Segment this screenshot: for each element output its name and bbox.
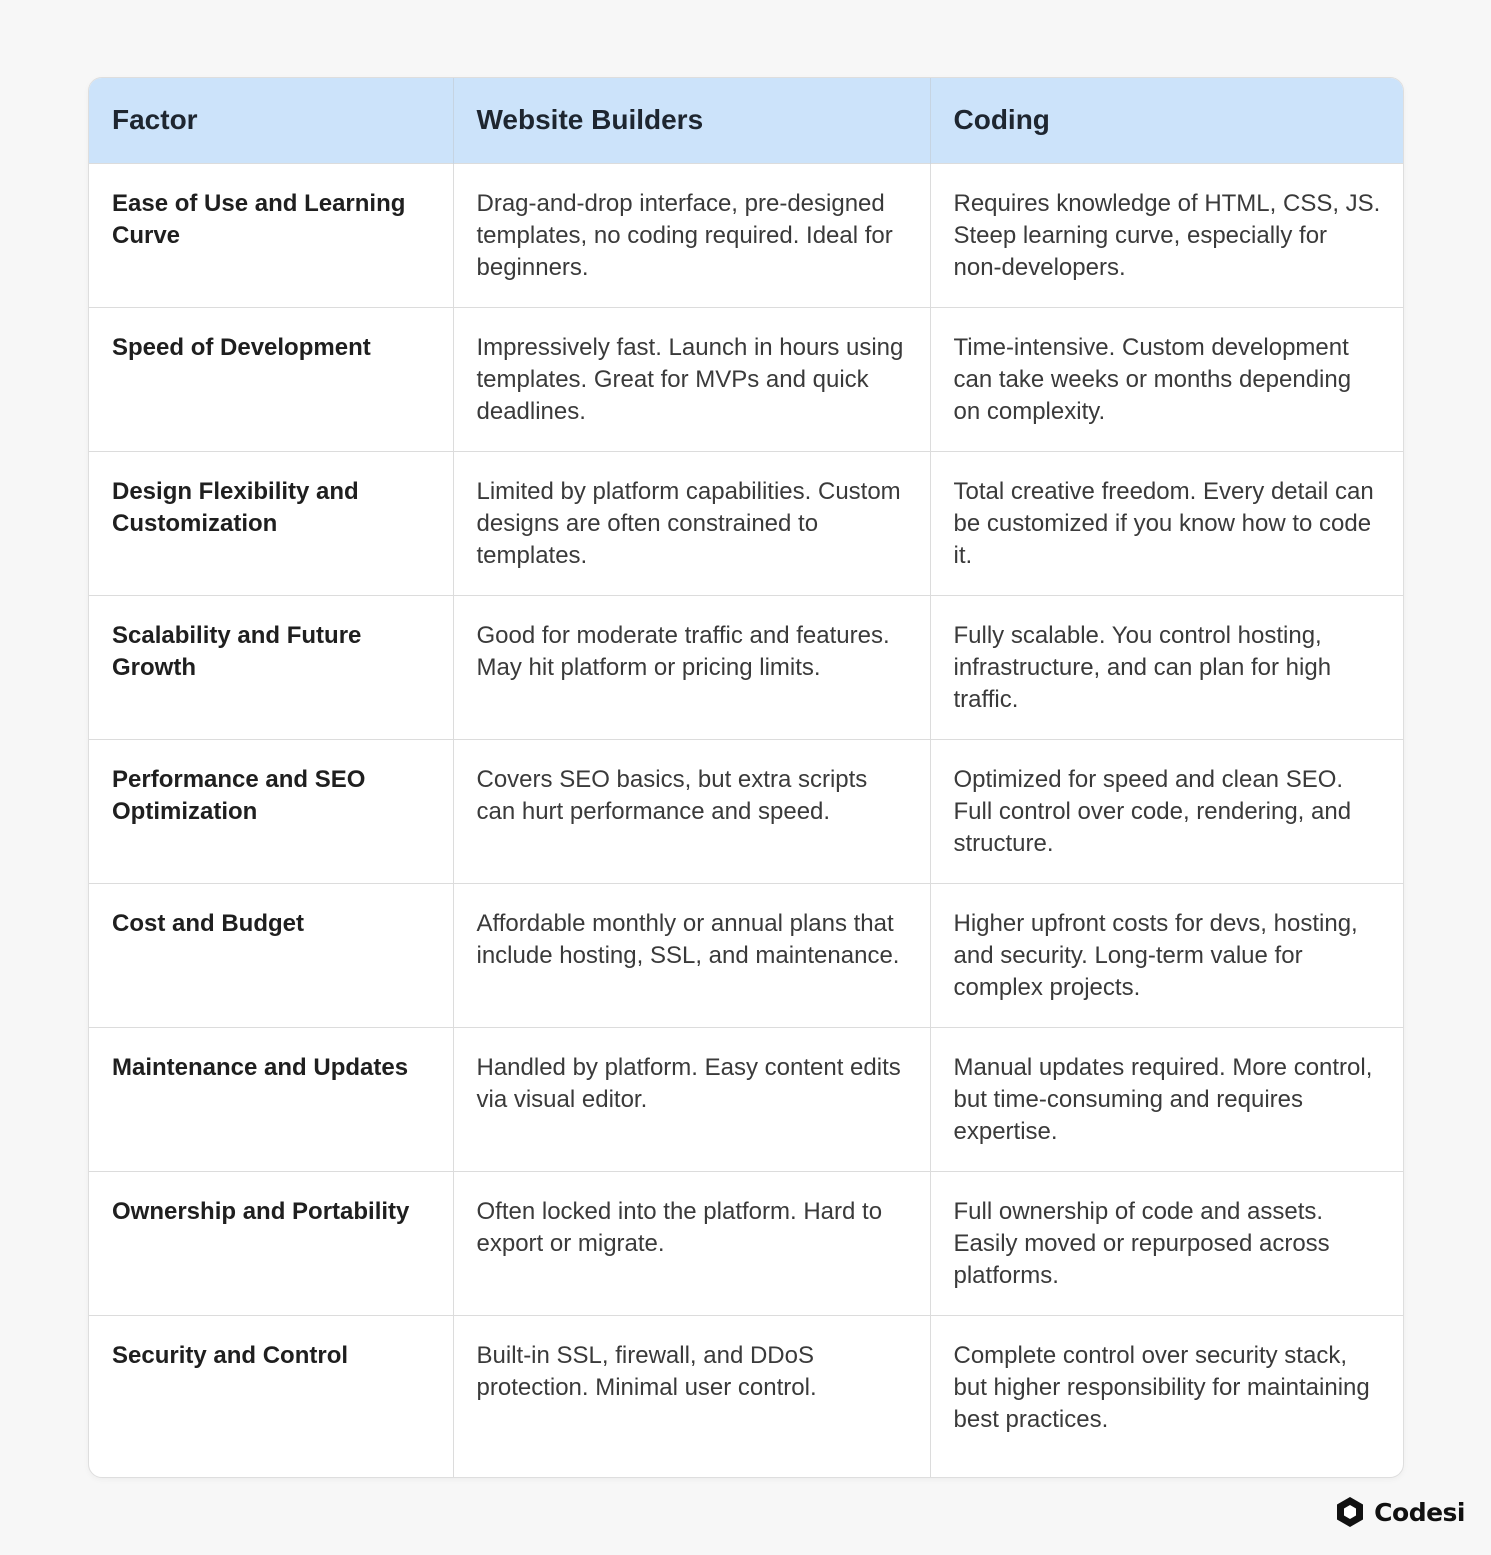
comparison-table-card <box>88 77 1404 1478</box>
coding-cell: Manual updates required. More control, but time-consuming and requires expertise. <box>930 1027 1403 1171</box>
coding-cell: Total creative freedom. Every detail can be customized if you know how to code it. <box>930 451 1403 595</box>
factor-cell: Performance and SEO Optimization <box>89 739 453 883</box>
factor-cell: Scalability and Future Growth <box>89 595 453 739</box>
builders-cell: Often locked into the platform. Hard to export or migrate. <box>453 1171 930 1315</box>
brand-name: Codesi <box>1374 1497 1465 1527</box>
table-row <box>89 739 1403 883</box>
coding-cell: Time-intensive. Custom development can take weeks or months depending on complexity. <box>930 307 1403 451</box>
table-row <box>89 883 1403 1027</box>
factor-cell: Speed of Development <box>89 307 453 451</box>
table-header-row <box>89 78 1403 163</box>
comparison-table <box>89 78 1403 1477</box>
coding-cell: Fully scalable. You control hosting, infrastructure, and can plan for high traffic. <box>930 595 1403 739</box>
header-website-builders: Website Builders <box>453 78 930 163</box>
builders-cell: Handled by platform. Easy content edits via visual editor. <box>453 1027 930 1171</box>
factor-cell: Ownership and Portability <box>89 1171 453 1315</box>
coding-cell: Complete control over security stack, but higher responsibility for maintaining best practices. <box>930 1315 1403 1477</box>
table-row <box>89 1171 1403 1315</box>
factor-cell: Cost and Budget <box>89 883 453 1027</box>
builders-cell: Covers SEO basics, but extra scripts can hurt performance and speed. <box>453 739 930 883</box>
builders-cell: Built-in SSL, firewall, and DDoS protection. Minimal user control. <box>453 1315 930 1477</box>
coding-cell: Optimized for speed and clean SEO. Full control over code, rendering, and structure. <box>930 739 1403 883</box>
table-row <box>89 451 1403 595</box>
table-row <box>89 163 1403 307</box>
builders-cell: Drag-and-drop interface, pre-designed templates, no coding required. Ideal for beginners. <box>453 163 930 307</box>
table-row <box>89 1027 1403 1171</box>
header-factor: Factor <box>112 104 198 136</box>
coding-cell: Full ownership of code and assets. Easily moved or repurposed across platforms. <box>930 1171 1403 1315</box>
factor-cell: Security and Control <box>89 1315 453 1477</box>
coding-cell: Requires knowledge of HTML, CSS, JS. Steep learning curve, especially for non-developers. <box>930 163 1403 307</box>
factor-cell: Design Flexibility and Customization <box>89 451 453 595</box>
header-coding: Coding <box>930 78 1403 163</box>
factor-cell: Ease of Use and Learning Curve <box>89 163 453 307</box>
factor-cell: Maintenance and Updates <box>89 1027 453 1171</box>
table-row <box>89 595 1403 739</box>
table-row <box>89 307 1403 451</box>
builders-cell: Good for moderate traffic and features. May hit platform or pricing limits. <box>453 595 930 739</box>
brand-watermark <box>1334 1496 1465 1528</box>
codesi-logo-icon <box>1334 1496 1366 1528</box>
builders-cell: Affordable monthly or annual plans that include hosting, SSL, and maintenance. <box>453 883 930 1027</box>
builders-cell: Impressively fast. Launch in hours using templates. Great for MVPs and quick deadlines. <box>453 307 930 451</box>
builders-cell: Limited by platform capabilities. Custom designs are often constrained to templates. <box>453 451 930 595</box>
table-row <box>89 1315 1403 1477</box>
coding-cell: Higher upfront costs for devs, hosting, and security. Long-term value for complex projects. <box>930 883 1403 1027</box>
